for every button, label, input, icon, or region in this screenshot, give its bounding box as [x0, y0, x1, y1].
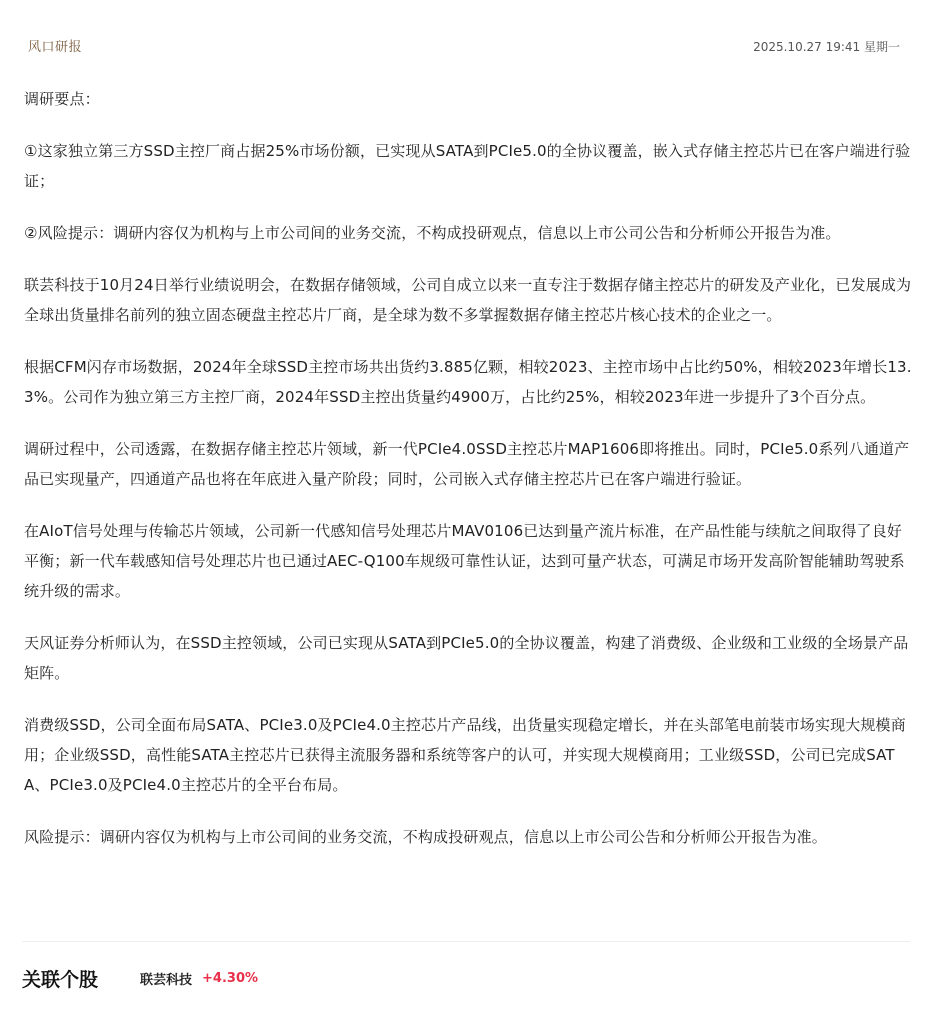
article-header	[0, 0, 936, 80]
paragraph-key-points-heading: 调研要点：	[24, 90, 100, 108]
stock-name[interactable]: 联芸科技	[140, 972, 193, 988]
stock-change: +4.30%	[202, 970, 259, 986]
publish-datetime: 2025.10.27 19:41 星期一	[753, 40, 900, 54]
related-stocks-title: 关联个股	[22, 968, 99, 991]
paragraph-company-intro: 联芸科技于10月24日举行业绩说明会，在数据存储领域，公司自成立以来一直专注于数据存储主控芯片的研发及产业化，已发展成为全球出货量排名前列的独立固态硬盘主控芯片厂商，是全球为数不多掌握数据存储主控芯片核心技术的企业之一。	[24, 276, 912, 324]
paragraph-research-process: 调研过程中，公司透露，在数据存储主控芯片领域，新一代PCIe4.0SSD主控芯片MAP1606即将推出。同时，PCIe5.0系列八通道产品已实现量产，四通道产品也将在年底进入量产阶段；同时，公司嵌入式存储主控芯片已在客户端进行验证。	[24, 440, 910, 488]
paragraph-market-data: 根据CFM闪存市场数据，2024年全球SSD主控市场共出货约3.885亿颗，相较2023、主控市场中占比约50%，相较2023年增长13.3%。公司作为独立第三方主控厂商，2024年SSD主控出货量约4900万，占比约25%，相较2023年进一步提升了3个百分点。	[24, 358, 912, 406]
paragraph-key-point-2: ②风险提示：调研内容仅为机构与上市公司间的业务交流，不构成投研观点，信息以上市公司公告和分析师公开报告为准。	[24, 224, 841, 242]
section-divider	[22, 941, 910, 942]
related-stocks	[22, 962, 258, 994]
source-label[interactable]: 风口研报	[28, 40, 83, 55]
paragraph-product-lines: 消费级SSD，公司全面布局SATA、PCIe3.0及PCIe4.0主控芯片产品线，出货量实现稳定增长，并在头部笔电前装市场实现大规模商用；企业级SSD，高性能SATA主控芯片已获得主流服务器和系统等客户的认可，并实现大规模商用；工业级SSD，公司已完成SATA、PCIe3.0及PCIe4.0主控芯片的全平台布局。	[24, 716, 906, 794]
related-stock-item[interactable]	[140, 969, 258, 988]
paragraph-key-point-1: ①这家独立第三方SSD主控厂商占据25%市场份额，已实现从SATA到PCIe5.0的全协议覆盖，嵌入式存储主控芯片已在客户端进行验证；	[24, 142, 911, 190]
paragraph-risk-notice: 风险提示：调研内容仅为机构与上市公司间的业务交流，不构成投研观点，信息以上市公司公告和分析师公开报告为准。	[24, 828, 827, 846]
article-body	[24, 84, 912, 874]
paragraph-aiot: 在AIoT信号处理与传输芯片领域，公司新一代感知信号处理芯片MAV0106已达到量产流片标准，在产品性能与续航之间取得了良好平衡；新一代车载感知信号处理芯片也已通过AEC-Q100车规级可靠性认证，达到可量产状态，可满足市场开发高阶智能辅助驾驶系统升级的需求。	[24, 522, 905, 600]
paragraph-analyst-view: 天风证券分析师认为，在SSD主控领域，公司已实现从SATA到PCIe5.0的全协议覆盖，构建了消费级、企业级和工业级的全场景产品矩阵。	[24, 634, 909, 682]
